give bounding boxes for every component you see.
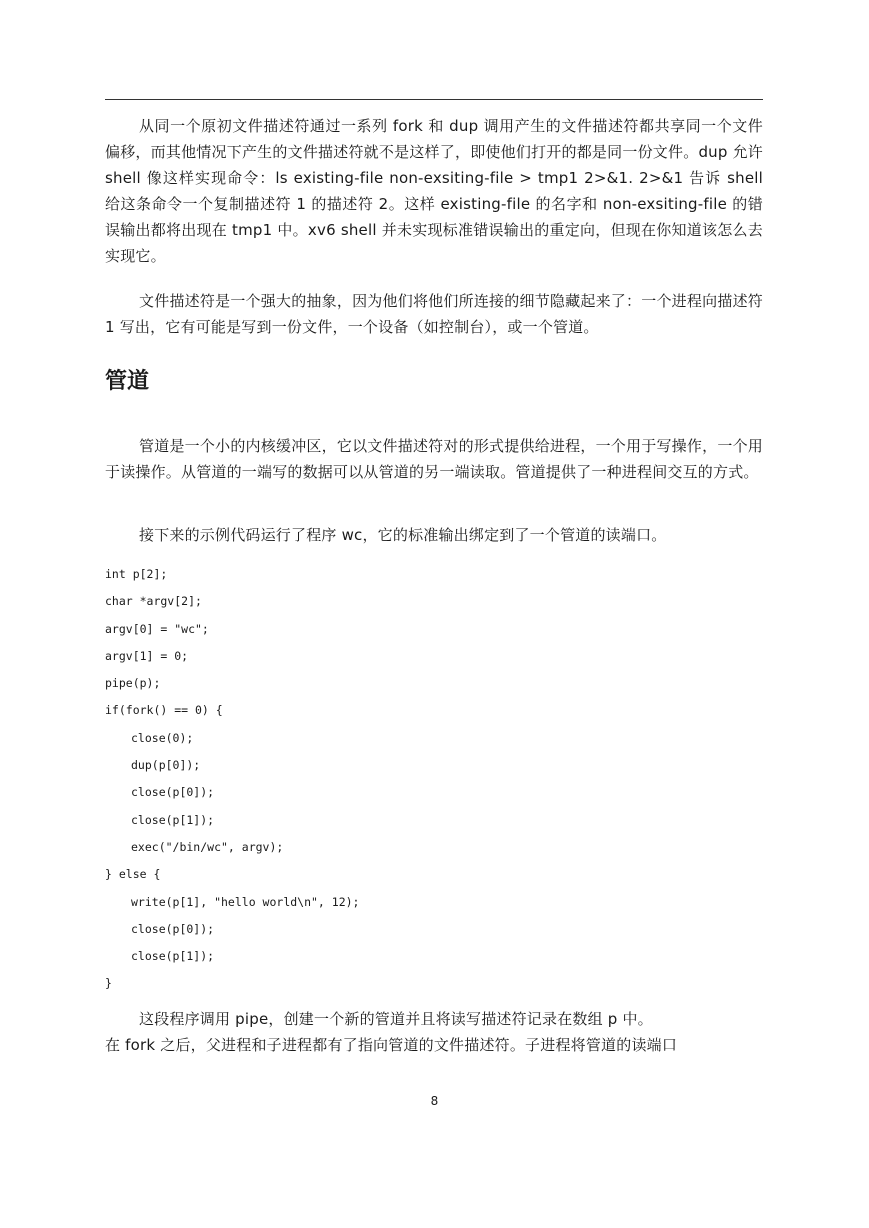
code-line: close(p[0]); (131, 785, 215, 800)
code-line: exec("/bin/wc", argv); (131, 839, 284, 854)
code-line: char *argv[2]; (105, 594, 202, 609)
section-title-pipes: 管道 (105, 369, 150, 394)
code-line: dup(p[0]); (131, 758, 201, 773)
code-line: } (105, 976, 112, 991)
paragraph-pipe-call: 这段程序调用 pipe，创建一个新的管道并且将读写描述符记录在数组 p 中。 (139, 1010, 653, 1028)
code-line: close(p[0]); (131, 921, 215, 936)
code-line: pipe(p); (105, 676, 161, 691)
header-rule (105, 99, 763, 100)
paragraph-pipe-definition: 管道是一个小的内核缓冲区，它以文件描述符对的形式提供给进程，一个用于写操作，一个用于读操作。从管道的一端写的数据可以从管道的另一端读取。管道提供了一种进程间交互的方式。 (105, 437, 763, 481)
paragraph-abstraction: 文件描述符是一个强大的抽象，因为他们将他们所连接的细节隐藏起来了：一个进程向描述符 1 写出，它有可能是写到一份文件，一个设备（如控制台），或一个管道。 (105, 292, 763, 336)
code-line: } else { (105, 867, 161, 882)
paragraph-fork-dup: 从同一个原初文件描述符通过一系列 fork 和 dup 调用产生的文件描述符都共享同一个文件偏移，而其他情况下产生的文件描述符就不是这样了，即使他们打开的都是同一份文件。dup 允许 shell 像这样实现命令：ls existing-file non-exsiting-file > tmp1 2>&1. 2>&1 告诉 shell 给这条命令一个复制描述符 1 的描述符 2。这样 existing-file 的名字和 non-exsiting-file 的错误输出都将出现在 tmp1 中。xv6 shell 并未实现标准错误输出的重定向，但现在你知道该怎么去实现它。 (105, 117, 763, 265)
code-line: argv[0] = "wc"; (105, 621, 209, 636)
paragraph-after-fork: 在 fork 之后，父进程和子进程都有了指向管道的文件描述符。子进程将管道的读端口 (105, 1036, 678, 1054)
code-line: close(0); (131, 730, 194, 745)
code-line: if(fork() == 0) { (105, 703, 223, 718)
code-line: write(p[1], "hello world\n", 12); (131, 894, 360, 909)
code-line: close(p[1]); (131, 949, 215, 964)
page-number: 8 (430, 1094, 439, 1108)
code-line: close(p[1]); (131, 812, 215, 827)
code-block (105, 565, 763, 1002)
paragraph-example-intro: 接下来的示例代码运行了程序 wc，它的标准输出绑定到了一个管道的读端口。 (139, 526, 667, 544)
code-line: int p[2]; (105, 567, 168, 581)
code-line: argv[1] = 0; (105, 648, 189, 663)
